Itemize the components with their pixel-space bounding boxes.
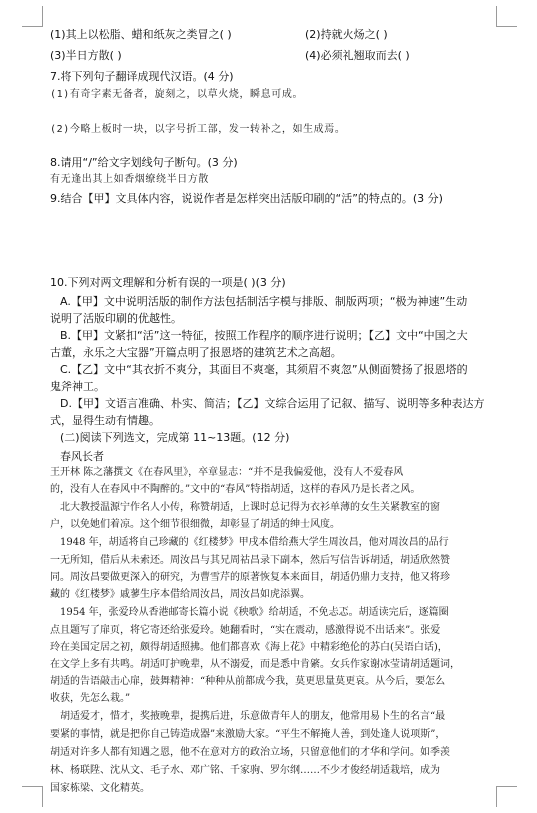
- corner-mark-bottom-left: [22, 786, 43, 807]
- q10-stem: 10.下列对两文理解和分析有误的一项是( )(3 分): [50, 276, 286, 289]
- article-p4-line-1: 1954 年，张爱玲从香港邮寄长篇小说《秧歌》给胡适，不免忐忑。胡适读完后，逐篇圈: [60, 607, 449, 618]
- q7-stem: 7.将下列句子翻译成现代汉语。(4 分): [50, 70, 234, 83]
- article-p2-line-2: 户，以免她们着凉。这个细节很细微，却彰显了胡适的绅士风度。: [50, 519, 340, 530]
- q7-sentence-2: (2)今略上板时一块，以字号折工部，发一转补之，如生成焉。: [50, 124, 346, 135]
- article-p2-line-1: 北大教授温源宁作名人小传，称赞胡适，上课时总记得为衣衫单薄的女生关紧教室的窗: [60, 502, 440, 513]
- article-p4-line-6: 收获，先怎么栽。”: [50, 693, 131, 704]
- q10-option-a-line-2: 说明了活版印刷的优越性。: [50, 312, 182, 325]
- q6-item-4: (4)必须礼翘取而去( ): [305, 49, 410, 62]
- article-p1-line-2: 的，没有人在春风中不陶醉的。”文中的“春风”特指胡适，这样的春风乃是长者之风。: [50, 484, 421, 495]
- q10-option-c-line-1: C.【乙】文中“其衣折不爽分，其面目不爽毫，其须眉不爽忽”从侧面赞扬了报恩塔的: [60, 363, 468, 376]
- article-p3-line-4: 藏的《红楼梦》戚蓼生序本借给周汝昌，周汝昌如虎添翼。: [50, 589, 310, 600]
- article-p3-line-3: 同。周汝昌要做更深入的研究，为曹雪芹的原著恢复本来面目，胡适仍鼎力支持，他又将珍: [50, 572, 450, 583]
- q7-sentence-1: (1)有奇字素无备者，旋刻之，以草火烧，瞬息可成。: [50, 89, 304, 100]
- article-p5-line-4: 林、杨联陞、沈从文、毛子水、邓广铭、千家驹、罗尔纲……不少才俊经胡适栽培，成为: [50, 765, 440, 776]
- q10-option-d-line-1: D.【甲】文语言准确、朴实、简洁；【乙】文综合运用了记叙、描写、说明等多种表达方: [60, 397, 485, 410]
- article-title: 春风长者: [60, 450, 104, 463]
- article-p5-line-1: 胡适爱才，惜才，奖掖晚辈，提携后进，乐意做青年人的朋友，他常用易卜生的名言“最: [60, 711, 446, 722]
- q10-option-b-line-2: 古董，永乐之大宝器”开篇点明了报恩塔的建筑艺术之高超。: [50, 346, 342, 359]
- q6-item-1: (1)其上以松脂、蜡和纸灰之类冒之( ): [50, 28, 232, 41]
- q10-option-a-line-1: A.【甲】文中说明活版的制作方法包括制活字模与排版、制版两项；“极为神速”生动: [60, 295, 468, 308]
- q6-item-3: (3)半日方散( ): [50, 49, 122, 62]
- article-p4-line-3: 玲在美国定居之初，颇得胡适照拂。他们都喜欢《海上花》中精彩绝伦的苏白(吴语白话)，: [50, 642, 448, 653]
- q10-option-b-line-1: B.【甲】文紧扣“活”这一特征，按照工作程序的顺序进行说明；【乙】文中“中国之大: [60, 329, 468, 342]
- q8-text: 有无逢出其上如香烟缭绕半日方散: [50, 174, 209, 185]
- q9-stem: 9.结合【甲】文具体内容，说说作者是怎样突出活版印刷的“活”的特点的。(3 分): [50, 192, 443, 205]
- q8-stem: 8.请用“/”给文字划线句子断句。(3 分): [50, 156, 238, 169]
- article-p5-line-2: 要紧的事情，就是把你自己铸造成器”来激励大家。“平生不解掩人善，到处逢人说项斯”，: [50, 729, 446, 740]
- q6-item-2: (2)持就火炀之( ): [305, 28, 388, 41]
- q10-option-d-line-2: 式，显得生动有情趣。: [50, 414, 160, 427]
- article-p4-line-4: 在文学上多有共鸣。胡适叮护晚辈，从不溺爱，而是悉中肯綮。女兵作家谢冰莹请胡适题词，: [50, 659, 460, 670]
- q10-option-c-line-2: 鬼斧神工。: [50, 380, 105, 393]
- article-p5-line-5: 国家栋梁、文化精英。: [50, 783, 150, 794]
- article-p3-line-1: 1948 年，胡适将自己珍藏的《红楼梦》甲戌本借给燕大学生周汝昌，他对周汝昌的品行: [60, 537, 449, 548]
- article-p4-line-5: 胡适的告语敲击心扉，鼓舞精神：“种种从前都成今我，莫更思量莫更哀。从今后，要怎么: [50, 676, 446, 687]
- corner-mark-top-left: [22, 6, 43, 27]
- article-p4-line-2: 点且题写了扉页，将它寄还给张爱玲。她翻看时，“实在震动，感激得说不出话来”。张爱: [50, 625, 441, 636]
- corner-mark-bottom-right: [496, 786, 517, 807]
- corner-mark-top-right: [496, 6, 517, 27]
- section-2-heading: (二)阅读下列选文，完成第 11~13题。(12 分): [60, 431, 290, 444]
- article-p5-line-3: 胡适对许多人都有知遇之恩，他不在意对方的政治立场，只留意他们的才华和学问。如季羡: [50, 747, 450, 758]
- article-p3-line-2: 一无所知，借后从未索还。周汝昌与其兄周祜昌录下副本，然后写信告诉胡适，胡适欣然赞: [50, 555, 450, 566]
- article-p1-line-1: 王开林 陈之藩撰文《在春风里》，卒章显志：“并不是我偏爱他，没有人不爱春风: [50, 467, 404, 478]
